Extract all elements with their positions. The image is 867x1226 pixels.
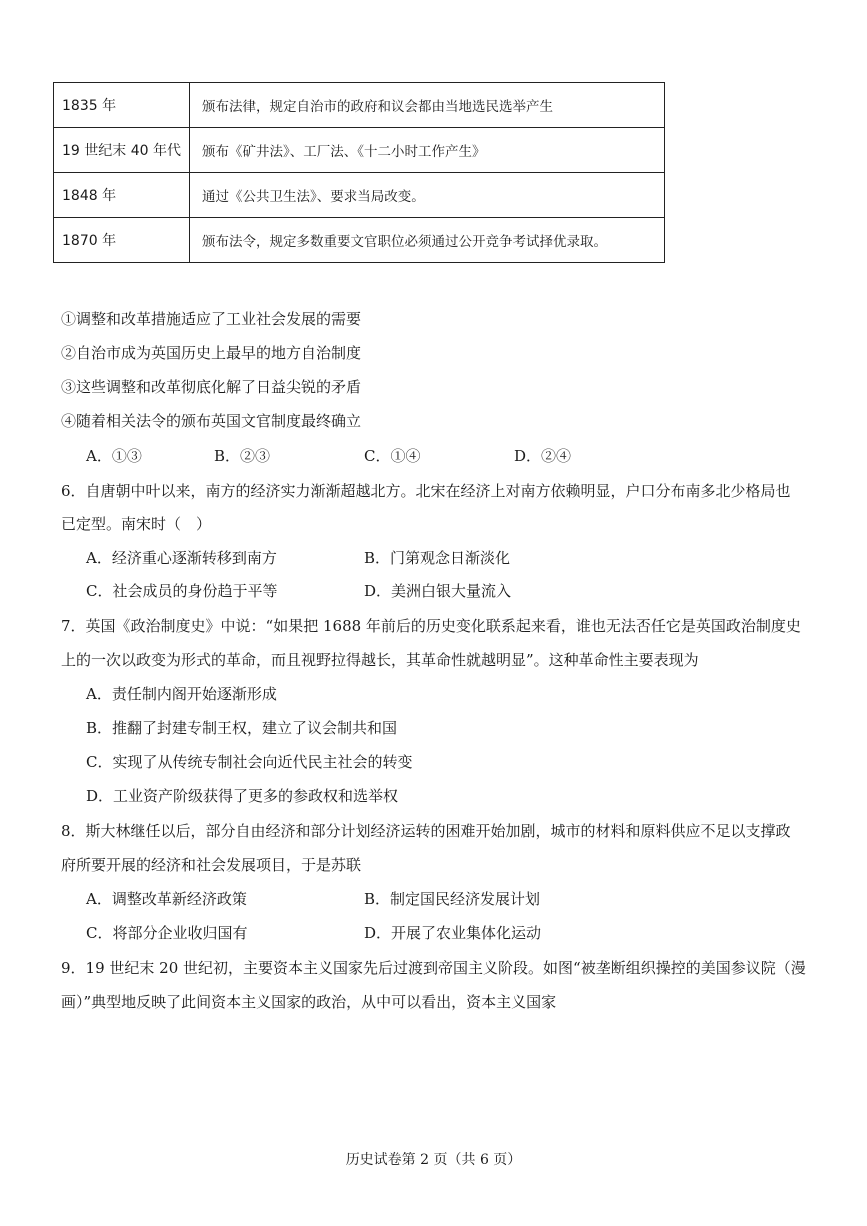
q6-stem-line-1: 6．自唐朝中叶以来，南方的经济实力渐渐超越北方。北宋在经济上对南方依赖明显，户口分布南多北少格局也 bbox=[61, 482, 791, 500]
q7-stem-line-1: 7．英国《政治制度史》中说：“如果把 1688 年前后的历史变化联系起来看，谁也无法否任它是英国政治制度史 bbox=[61, 617, 801, 635]
table-row bbox=[54, 218, 665, 263]
table-cell-year: 1835 年 bbox=[54, 83, 190, 128]
q5-option-b: B．②③ bbox=[214, 447, 271, 465]
table-cell-event: 颁布法律，规定自治市的政府和议会都由当地选民选举产生 bbox=[189, 83, 664, 128]
page-footer: 历史试卷第 2 页（共 6 页） bbox=[345, 1152, 522, 1168]
q8-option-d: D．开展了农业集体化运动 bbox=[364, 924, 542, 942]
q5-option-c: C．①④ bbox=[364, 447, 421, 465]
q5-statement-4: ④随着相关法令的颁布英国文官制度最终确立 bbox=[61, 412, 362, 430]
q6-option-d: D．美洲白银大量流入 bbox=[364, 582, 512, 600]
table-row bbox=[54, 128, 665, 173]
table-cell-year: 19 世纪末 40 年代 bbox=[54, 128, 190, 173]
q8-stem-line-2: 府所要开展的经济和社会发展项目，于是苏联 bbox=[61, 856, 362, 874]
q5-statement-1: ①调整和改革措施适应了工业社会发展的需要 bbox=[61, 310, 362, 328]
q7-option-b: B．推翻了封建专制王权，建立了议会制共和国 bbox=[86, 719, 398, 737]
q6-stem-line-2: 已定型。南宋时（ ） bbox=[61, 515, 212, 533]
q7-option-c: C．实现了从传统专制社会向近代民主社会的转变 bbox=[86, 753, 413, 771]
q8-option-a: A．调整改革新经济政策 bbox=[86, 890, 247, 908]
q5-option-a: A．①③ bbox=[86, 447, 142, 465]
q5-statement-3: ③这些调整和改革彻底化解了日益尖锐的矛盾 bbox=[61, 378, 362, 396]
table-cell-year: 1848 年 bbox=[54, 173, 190, 218]
q7-stem-line-2: 上的一次以政变为形式的革命，而且视野拉得越长，其革命性就越明显”。这种革命性主要表现为 bbox=[61, 651, 699, 669]
q9-stem-line-1: 9．19 世纪末 20 世纪初，主要资本主义国家先后过渡到帝国主义阶段。如图“被垄断组织操控的美国参议院（漫 bbox=[61, 959, 806, 977]
table-cell-year: 1870 年 bbox=[54, 218, 190, 263]
q5-statement-2: ②自治市成为英国历史上最早的地方自治制度 bbox=[61, 344, 362, 362]
q8-option-b: B．制定国民经济发展计划 bbox=[364, 890, 541, 908]
table-cell-event: 通过《公共卫生法》、要求当局改变。 bbox=[189, 173, 664, 218]
q6-option-b: B．门第观念日渐淡化 bbox=[364, 549, 511, 567]
q7-option-a: A．责任制内阁开始逐渐形成 bbox=[86, 685, 277, 703]
history-events-table bbox=[53, 82, 665, 263]
table-cell-event: 颁布法令，规定多数重要文官职位必须通过公开竞争考试择优录取。 bbox=[189, 218, 664, 263]
q7-option-d: D．工业资产阶级获得了更多的参政权和选举权 bbox=[86, 787, 399, 805]
q6-option-a: A．经济重心逐渐转移到南方 bbox=[86, 549, 277, 567]
table-row bbox=[54, 83, 665, 128]
q6-option-c: C．社会成员的身份趋于平等 bbox=[86, 582, 278, 600]
table-cell-event: 颁布《矿井法》、工厂法、《十二小时工作产生》 bbox=[189, 128, 664, 173]
q8-option-c: C．将部分企业收归国有 bbox=[86, 924, 248, 942]
table-row bbox=[54, 173, 665, 218]
q9-stem-line-2: 画）”典型地反映了此间资本主义国家的政治，从中可以看出，资本主义国家 bbox=[61, 993, 557, 1011]
q5-option-d: D．②④ bbox=[514, 447, 572, 465]
q8-stem-line-1: 8．斯大林继任以后，部分自由经济和部分计划经济运转的困难开始加剧，城市的材料和原料供应不足以支撑政 bbox=[61, 822, 791, 840]
